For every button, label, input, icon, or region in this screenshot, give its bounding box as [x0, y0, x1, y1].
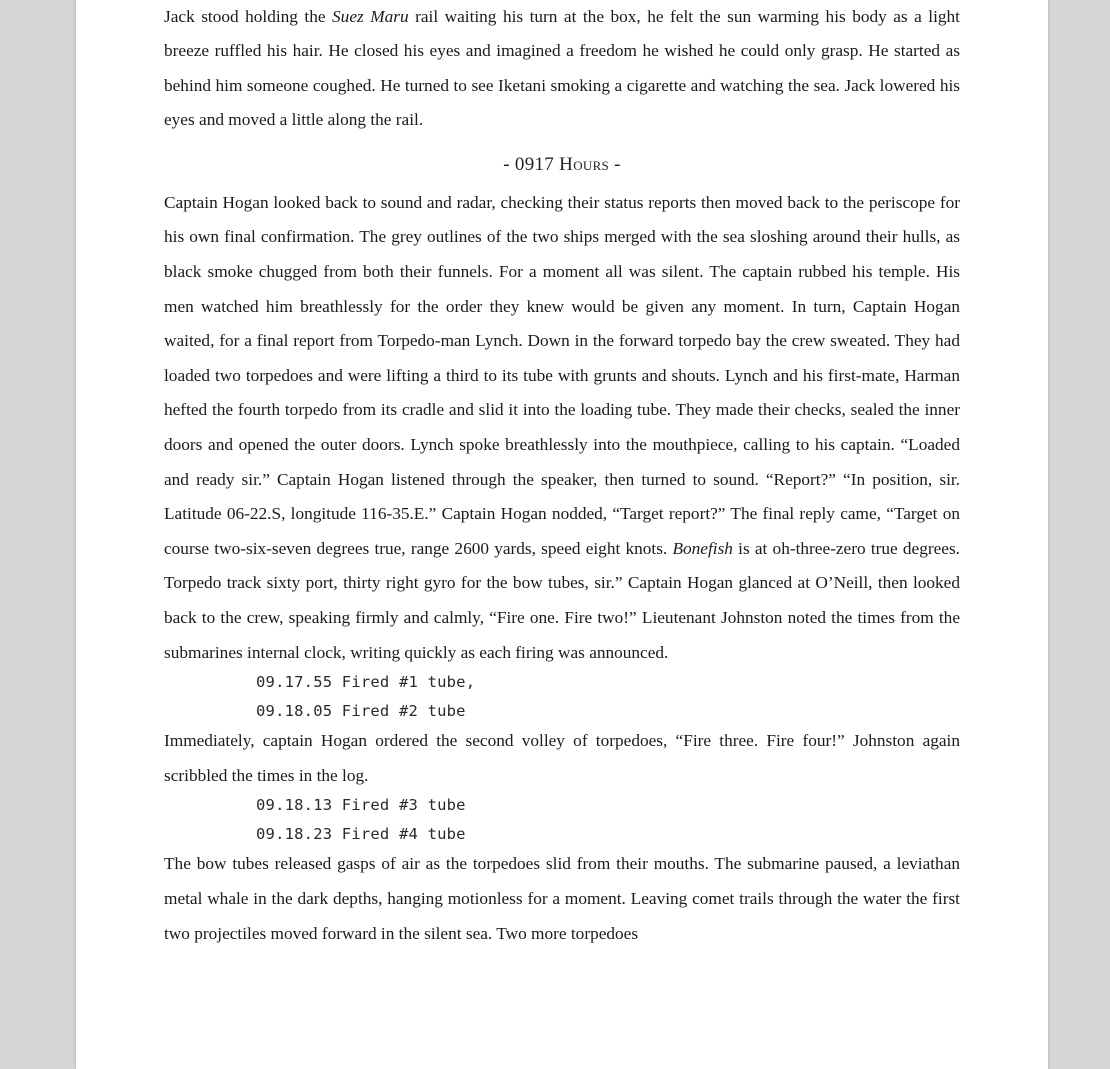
document-page [76, 0, 1048, 1069]
paragraph-text: is at oh-three-zero true degrees. Torpedo track sixty port, thirty right gyro for the bow tubes, sir.” Captain Hogan glanced at O’Neill, then looked back to the crew, speaking firmly and calmly, “Fire one. Fire two!” Lieutenant Johnston noted the times from the submarines internal clock, writing quickly as each firing was announced. [164, 538, 960, 662]
log-entry: 09.18.13 Fired #3 tube [256, 796, 466, 815]
submarine-name-italic: Bonefish [672, 538, 733, 558]
section-heading-word: Hours [559, 153, 610, 175]
paragraph-text: rail waiting his turn at the box, he felt the sun warming his body as a light breeze ruffled his hair. He closed his eyes and imagined a freedom he wished he could only grasp. He started as behind him someone coughed. He turned to see Iketani smoking a cigarette and watching the sea. Jack lowered his eyes and moved a little along the rail. [164, 6, 960, 130]
paragraph-text: Captain Hogan looked back to sound and radar, checking their status reports then moved back to the periscope for his own final confirmation. The grey outlines of the two ships merged with the sea sloshing around their hulls, as black smoke chugged from both their funnels. For a moment all was silent. The captain rubbed his temple. His men watched him breathlessly for the order they knew would be given any moment. In turn, Captain Hogan waited, for a final report from Torpedo-man Lynch. Down in the forward torpedo bay the crew sweated. They had loaded two torpedoes and were lifting a third to its tube with grunts and shouts. Lynch and his first-mate, Harman hefted the fourth torpedo from its cradle and slid it into the loading tube. They made their checks, sealed the inner doors and opened the outer doors. Lynch spoke breathlessly into the mouthpiece, calling to his captain. “Loaded and ready sir.” Captain Hogan listened through the speaker, then turned to sound. “Report?” “In position, sir. Latitude 06-22.S, longitude 116-35.E.” Captain Hogan nodded, “Target report?” The final reply came, “Target on course two-six-seven degrees true, range 2600 yards, speed eight knots. [164, 192, 960, 558]
log-entry: 09.18.05 Fired #2 tube [256, 702, 466, 721]
log-entry: 09.18.23 Fired #4 tube [256, 825, 466, 844]
paragraph: Immediately, captain Hogan ordered the second volley of torpedoes, “Fire three. Fire four!” Johnston again scribbled the times in the log. [164, 731, 960, 785]
paragraph: The bow tubes released gasps of air as the torpedoes slid from their mouths. The submarine paused, a leviathan metal whale in the dark depths, hanging motionless for a moment. Leaving comet trails through the water the first two projectiles moved forward in the silent sea. Two more torpedoes [164, 854, 960, 943]
section-heading-prefix: - 0917 [503, 153, 560, 175]
paragraph [164, 186, 960, 670]
paragraph-text: Jack stood holding the [164, 6, 333, 26]
paragraph [164, 0, 960, 138]
ship-name-italic: Suez Maru [332, 6, 409, 26]
section-heading-suffix: - [609, 153, 621, 175]
page-content [164, 0, 960, 951]
firing-log [164, 791, 960, 849]
section-heading [164, 147, 960, 183]
firing-log [164, 668, 960, 726]
log-entry: 09.17.55 Fired #1 tube, [256, 673, 476, 692]
